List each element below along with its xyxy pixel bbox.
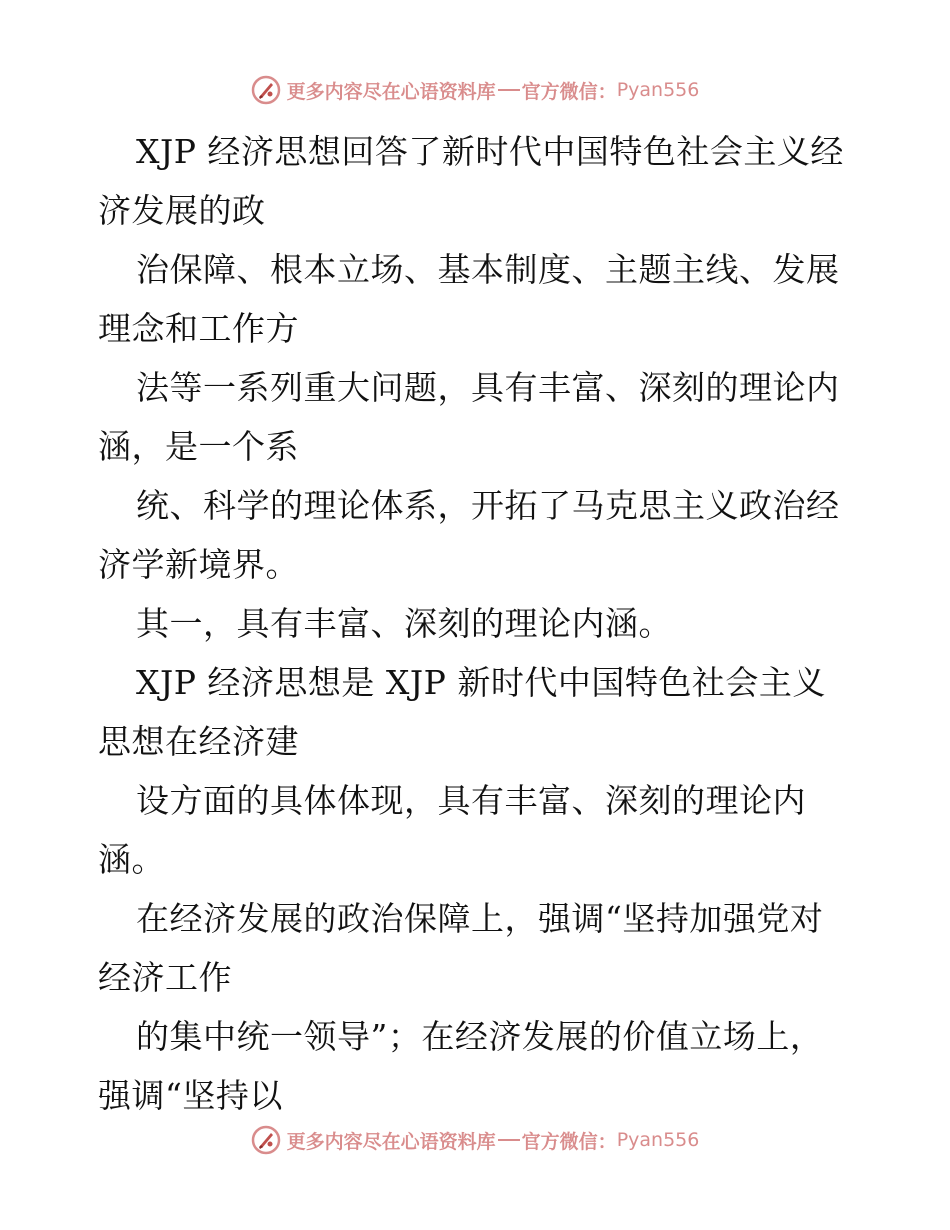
- banner-site-text: 更多内容尽在心语资料库: [286, 80, 496, 103]
- footer-banner: [0, 1120, 950, 1160]
- banner-dash: [498, 1139, 520, 1141]
- text-line: 设方面的具体体现，具有丰富、深刻的理论内: [136, 781, 806, 820]
- text-line: 济学新境界。: [98, 545, 299, 584]
- text-line: 统、科学的理论体系，开拓了马克思主义政治经: [136, 486, 840, 525]
- text-line: XJP 经济思想是 XJP 新时代中国特色社会主义: [136, 663, 826, 702]
- text-line: 涵。: [98, 840, 165, 879]
- text-line: 涵，是一个系: [98, 427, 299, 466]
- banner-wechat-label: 官方微信：: [521, 80, 617, 103]
- text-line: 其一，具有丰富、深刻的理论内涵。: [136, 604, 672, 643]
- text-line: 强调“坚持以: [98, 1076, 283, 1115]
- text-line: 理念和工作方: [98, 309, 299, 348]
- document-body: [98, 122, 858, 1125]
- text-line: XJP 经济思想回答了新时代中国特色社会主义经: [136, 132, 844, 171]
- quill-emblem-icon: [251, 1125, 281, 1155]
- quill-emblem-icon: [251, 75, 281, 105]
- banner-dash: [498, 89, 520, 91]
- text-line: 济发展的政: [98, 191, 266, 230]
- banner-site-text: 更多内容尽在心语资料库: [286, 1130, 496, 1153]
- text-line: 经济工作: [98, 958, 232, 997]
- text-line: 的集中统一领导”；在经济发展的价值立场上，: [136, 1017, 824, 1056]
- banner-wechat-id: Pyan556: [616, 1129, 700, 1151]
- text-line: 在经济发展的政治保障上，强调“坚持加强党对: [136, 899, 824, 938]
- text-line: 思想在经济建: [98, 722, 299, 761]
- text-line: 治保障、根本立场、基本制度、主题主线、发展: [136, 250, 840, 289]
- text-line: 法等一系列重大问题，具有丰富、深刻的理论内: [136, 368, 840, 407]
- banner-wechat-label: 官方微信：: [521, 1130, 617, 1153]
- banner-wechat-id: Pyan556: [616, 79, 700, 101]
- header-banner: [0, 70, 950, 110]
